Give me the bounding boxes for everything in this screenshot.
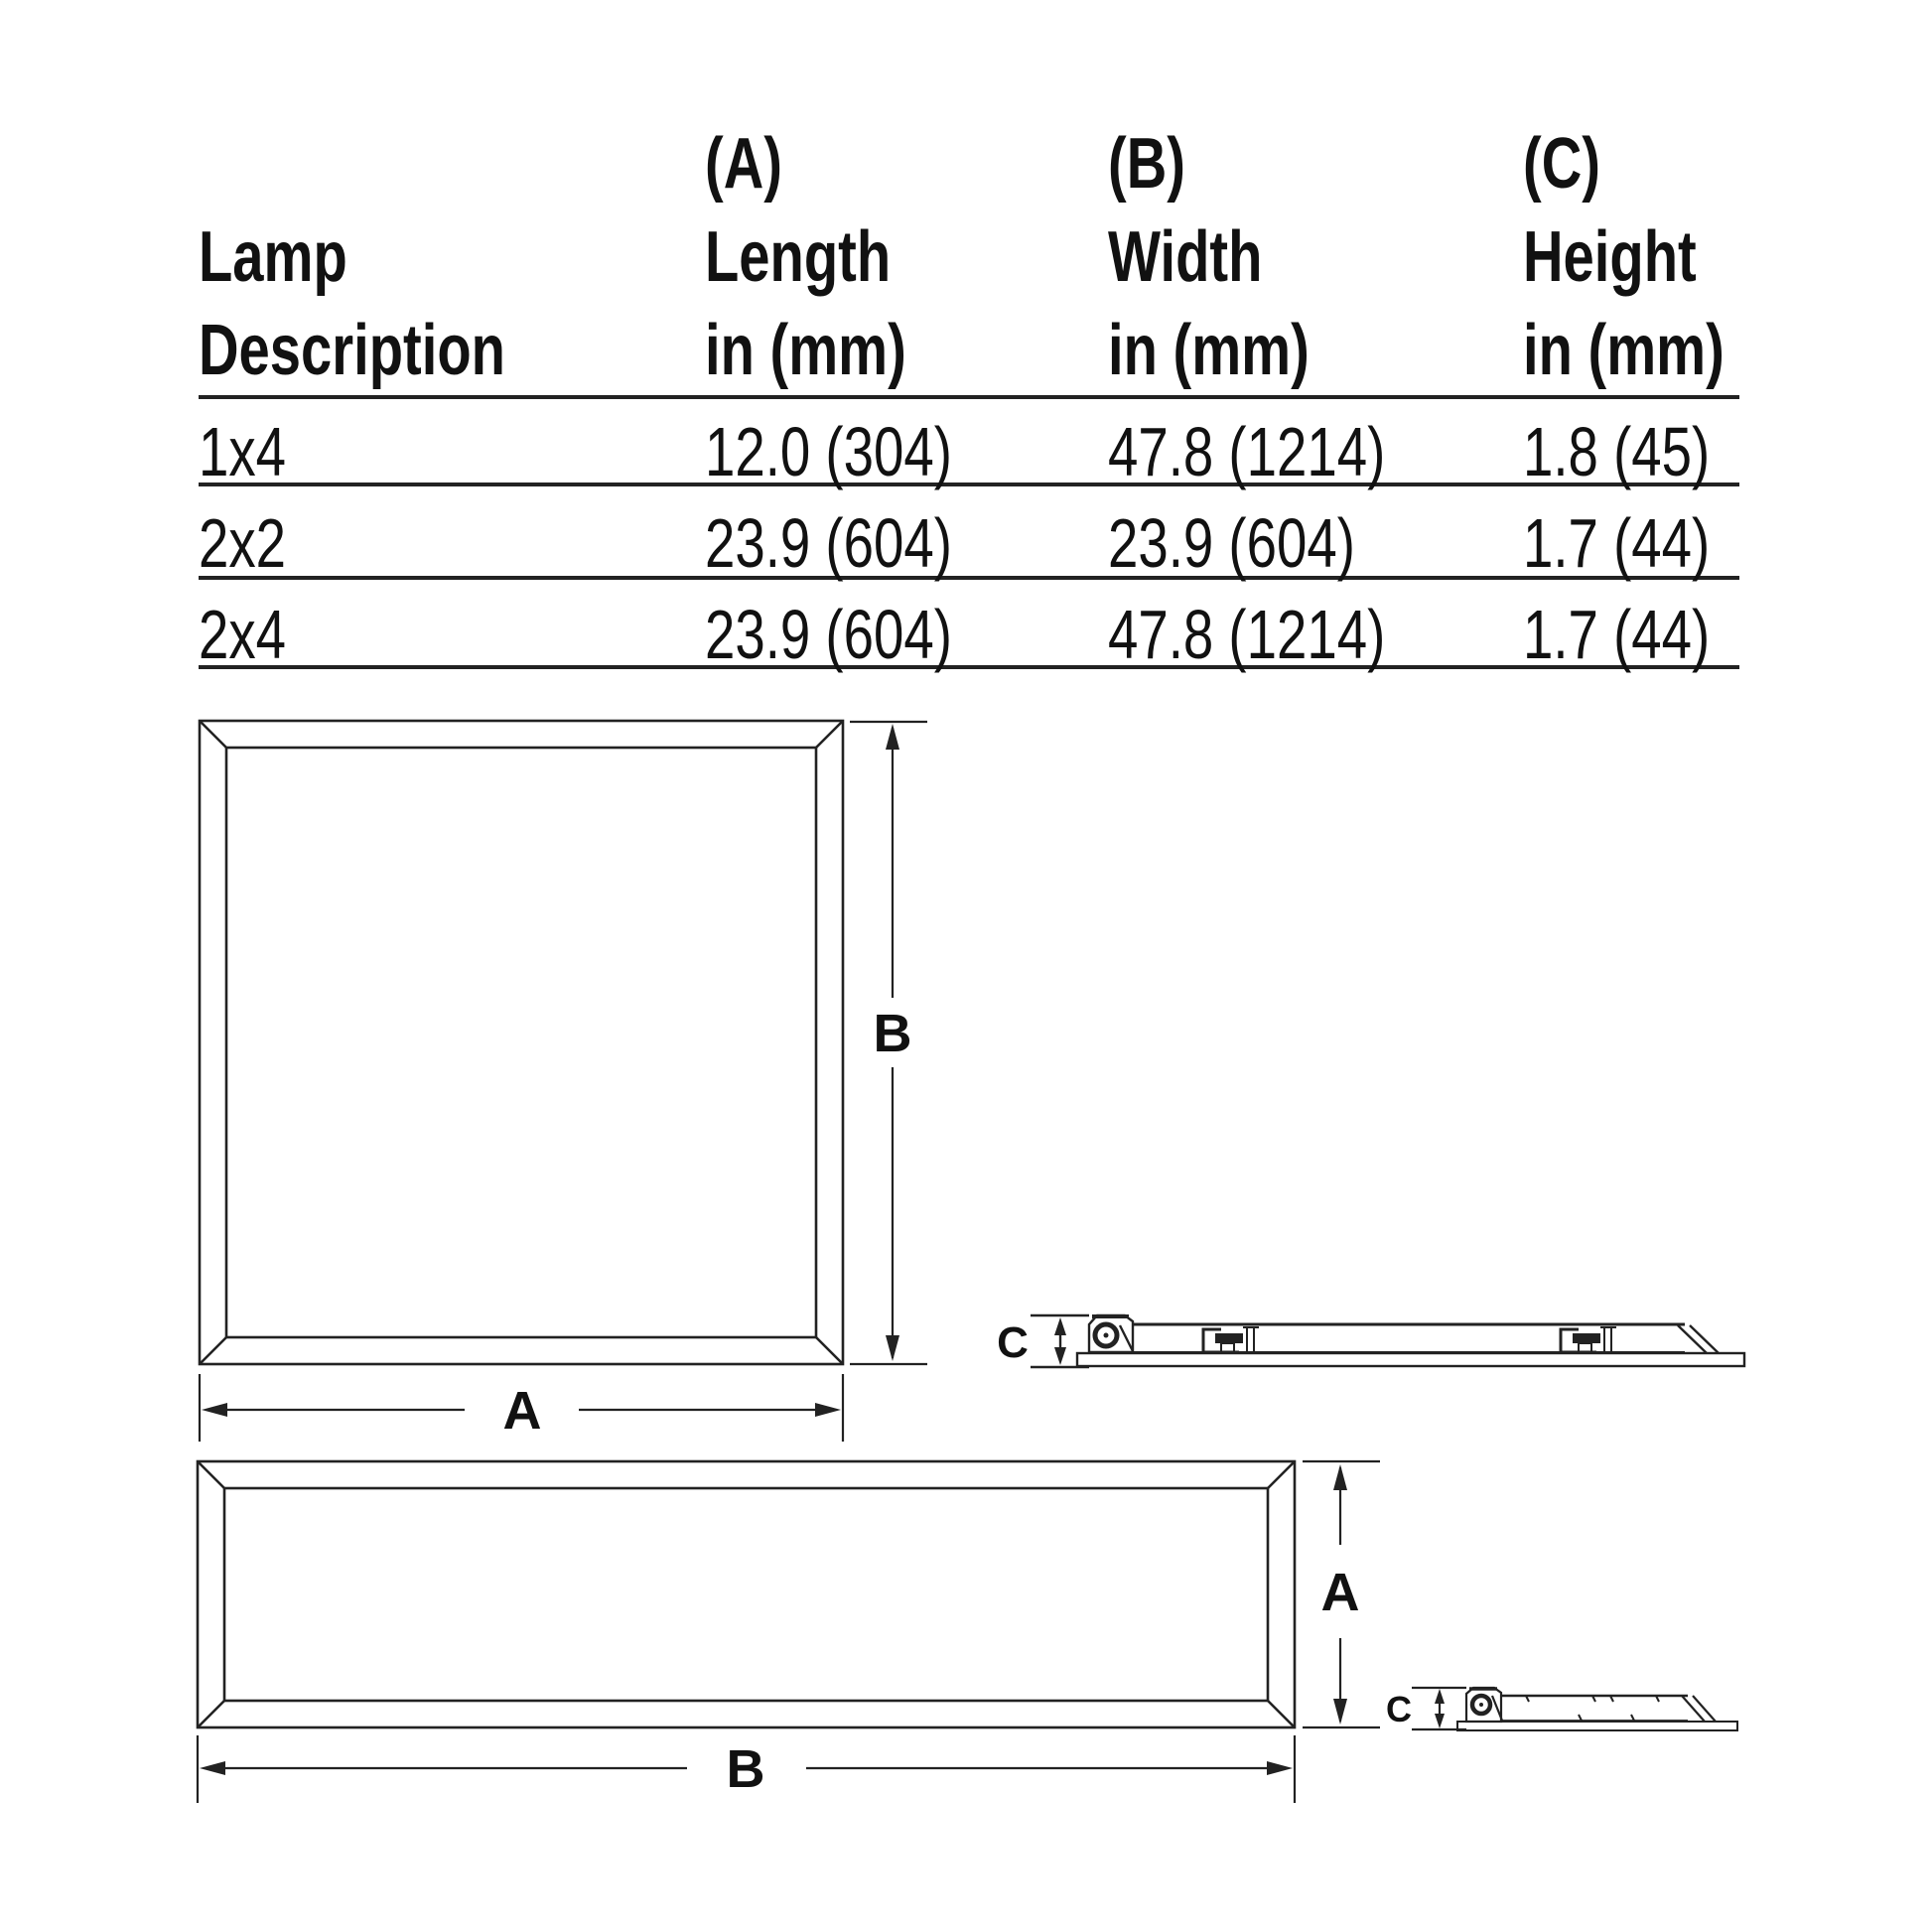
dim-label-a: A — [502, 1381, 542, 1441]
square-panel-b-dimension — [850, 722, 927, 1364]
square-panel-top-view — [200, 721, 843, 1364]
header-line: (C) — [1523, 124, 1600, 204]
table-cell: 47.8 (1214) — [1108, 413, 1386, 490]
table-cell: 2x2 — [199, 504, 287, 582]
header-line: in (mm) — [1523, 311, 1725, 390]
header-line: in (mm) — [1108, 311, 1310, 390]
table-cell: 1.8 (45) — [1523, 413, 1711, 490]
header-line: in (mm) — [705, 311, 906, 390]
square-panel-a-dimension — [200, 1374, 843, 1442]
table-cell: 12.0 (304) — [705, 413, 952, 490]
header-line: (A) — [705, 124, 782, 204]
profile-side-view-1x4 — [1386, 1688, 1737, 1730]
profile-1x4-c-dimension — [1386, 1688, 1466, 1729]
dim-label-b: B — [726, 1739, 765, 1799]
header-line: Length — [705, 217, 892, 297]
dim-label-c: C — [1386, 1689, 1412, 1729]
header-line: Lamp — [199, 217, 347, 297]
mounting-clip — [1561, 1327, 1616, 1352]
header-line: Width — [1108, 217, 1263, 297]
header-line: Description — [199, 311, 505, 390]
table-cell: 1.7 (44) — [1523, 504, 1711, 582]
table-cell: 23.9 (604) — [705, 596, 952, 673]
mounting-clip — [1203, 1327, 1259, 1352]
rect-panel-a-dimension — [1303, 1461, 1380, 1727]
profile-side-view-2x2 — [997, 1315, 1744, 1367]
dim-label-a: A — [1320, 1563, 1360, 1622]
table-cell: 47.8 (1214) — [1108, 596, 1386, 673]
table-cell: 23.9 (604) — [1108, 504, 1355, 582]
table-cell: 1.7 (44) — [1523, 596, 1711, 673]
header-line: Height — [1523, 217, 1697, 297]
rect-panel-b-dimension — [198, 1735, 1295, 1803]
table-cell: 2x4 — [199, 596, 287, 673]
table-cell: 23.9 (604) — [705, 504, 952, 582]
dim-label-b: B — [873, 1004, 912, 1063]
profile-2x2-c-dimension — [997, 1315, 1089, 1367]
header-line: (B) — [1108, 124, 1185, 204]
dim-label-c: C — [997, 1318, 1029, 1367]
rect-panel-top-view — [198, 1461, 1295, 1727]
table-cell: 1x4 — [199, 413, 287, 490]
